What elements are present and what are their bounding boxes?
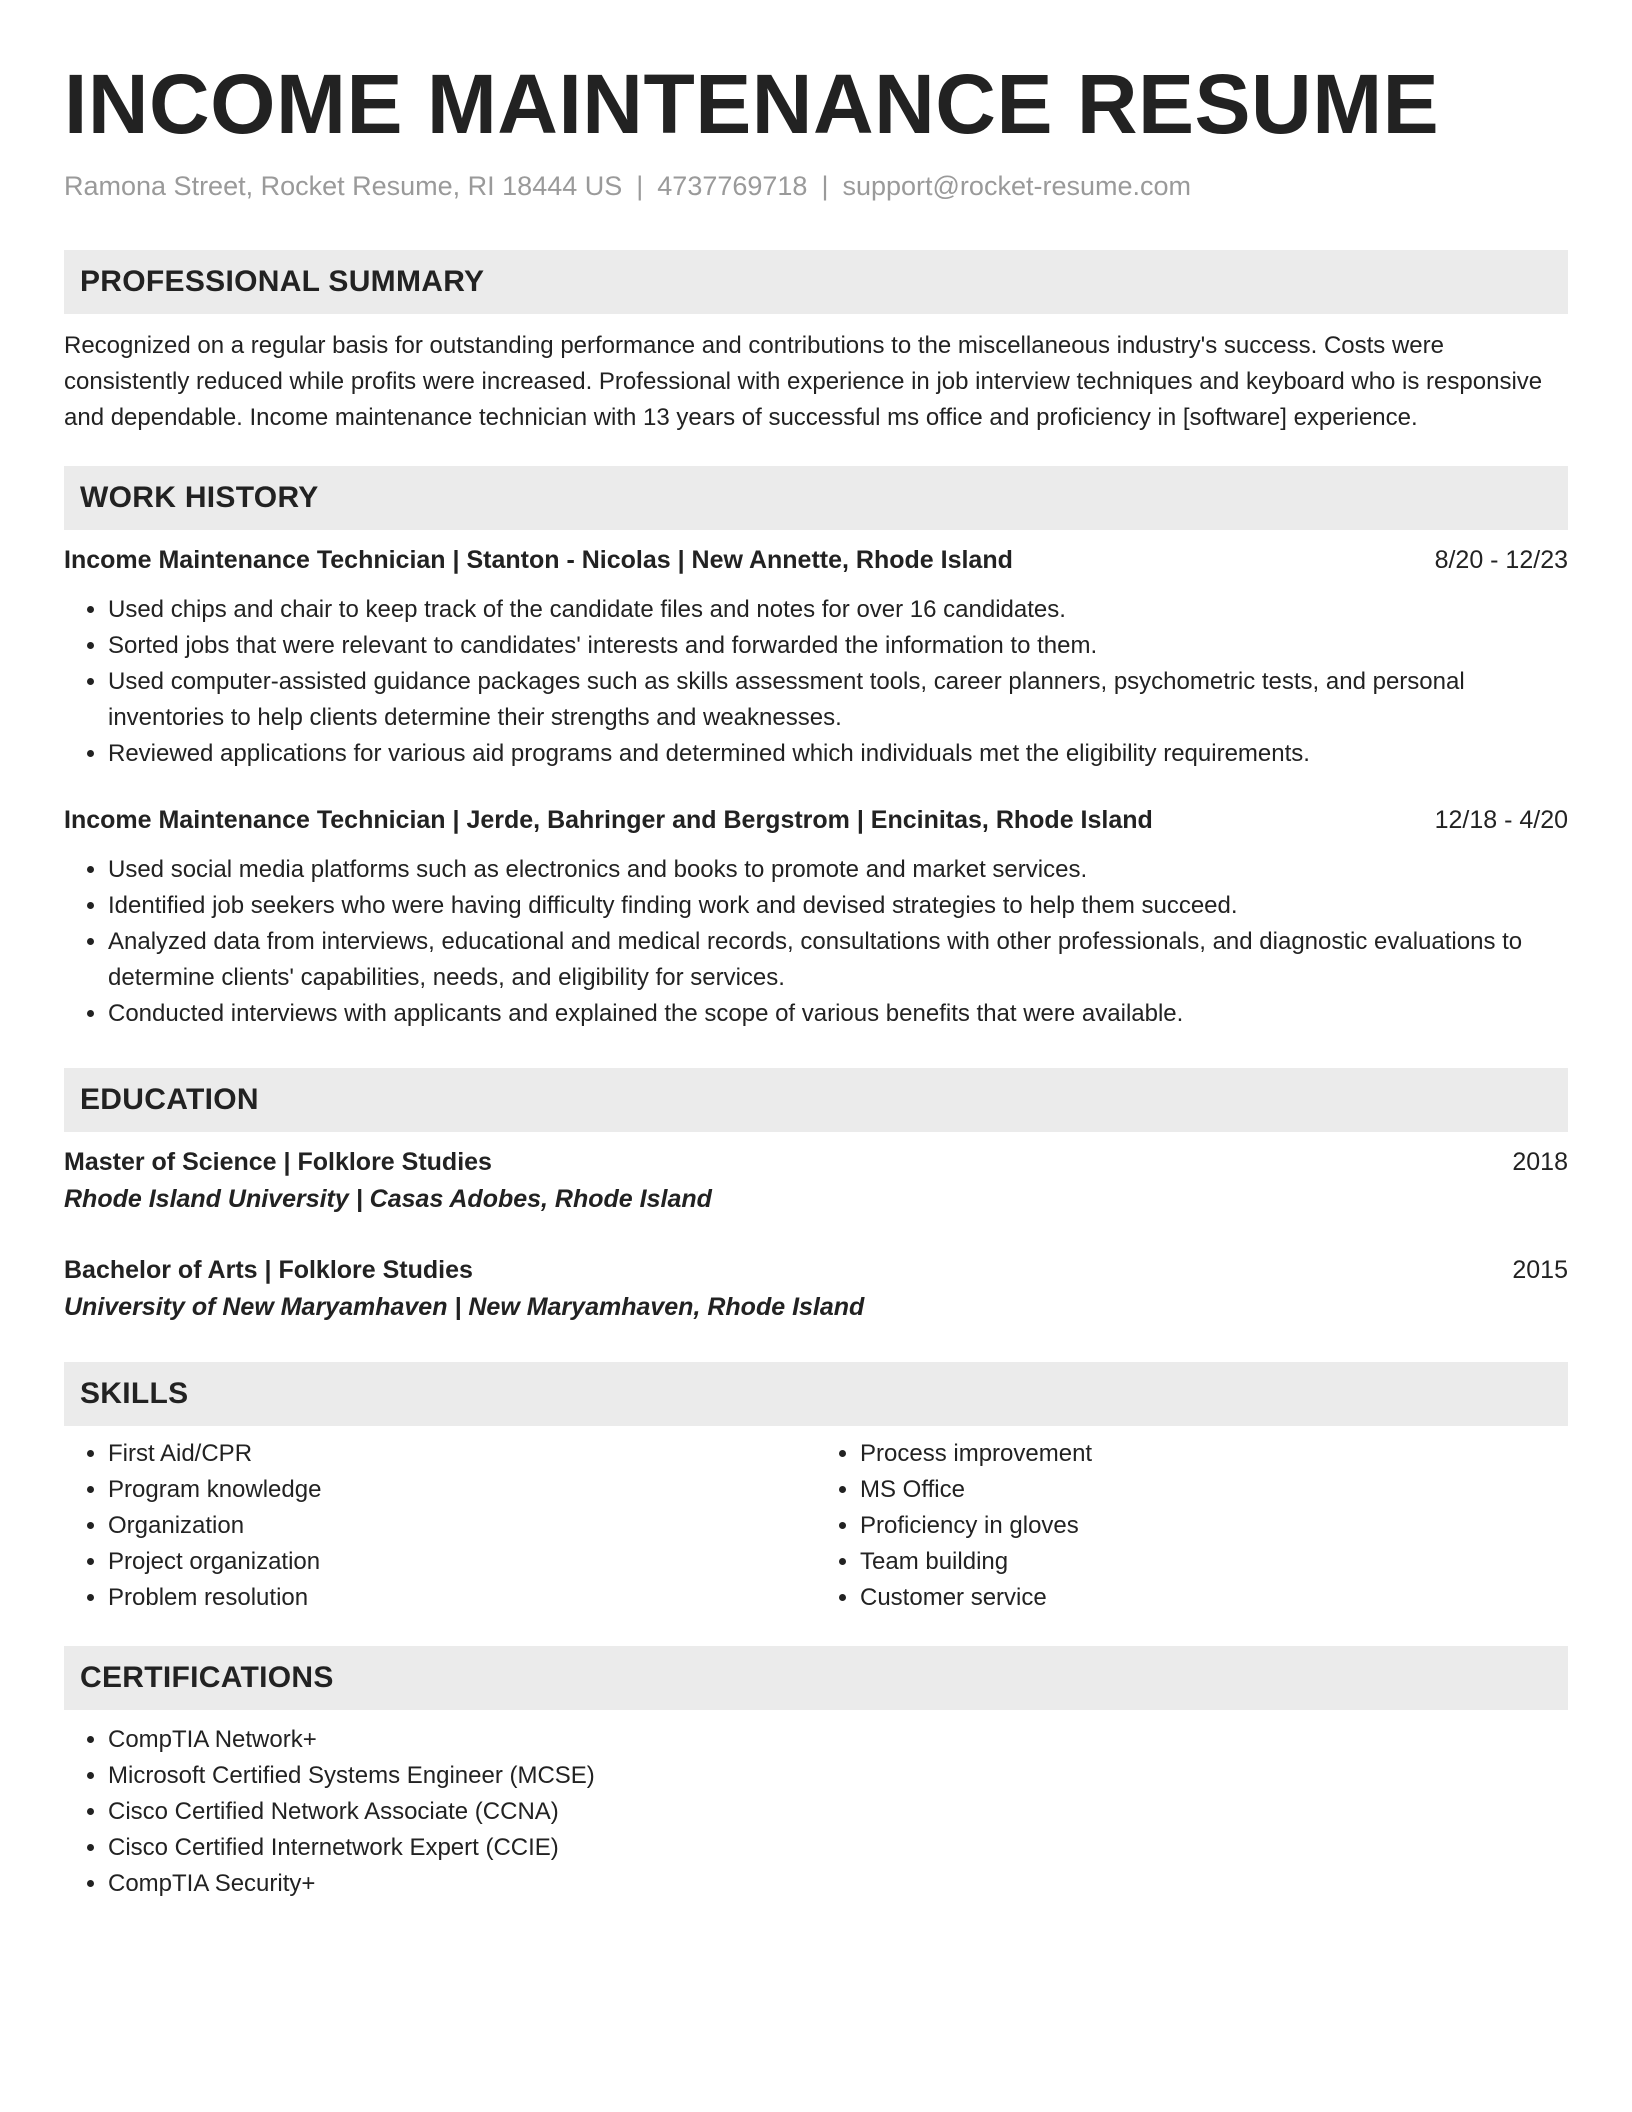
skill-item: • Team building (860, 1544, 1568, 1580)
job-entry (64, 542, 1568, 772)
job-bullet: • Used computer-assisted guidance packages such as skills assessment tools, career planners, psychometric tests, and personal inventories to help clients determine their strengths and weaknesses. (108, 664, 1568, 736)
contact-line (64, 166, 1568, 206)
education-school: Rhode Island University | Casas Adobes, Rhode Island (64, 1185, 712, 1213)
education-heading: EDUCATION (64, 1068, 1568, 1132)
skill-item: • Problem resolution (108, 1580, 816, 1616)
job-title: Income Maintenance Technician | Stanton - Nicolas | New Annette, Rhode Island (64, 546, 1013, 574)
work-history-heading: WORK HISTORY (64, 466, 1568, 530)
summary-heading: PROFESSIONAL SUMMARY (64, 250, 1568, 314)
resume-title: INCOME MAINTENANCE RESUME (64, 57, 1440, 151)
skills-grid (64, 1436, 1568, 1616)
education-entry (64, 1252, 1568, 1326)
certification-item: • CompTIA Security+ (108, 1866, 1568, 1902)
education-year: 2018 (1512, 1148, 1568, 1176)
job-entry (64, 802, 1568, 1032)
skill-item: • First Aid/CPR (108, 1436, 816, 1472)
skills-heading: SKILLS (64, 1362, 1568, 1426)
certifications-list (64, 1722, 1568, 1902)
skill-item: • Process improvement (860, 1436, 1568, 1472)
education-header (64, 1144, 1568, 1180)
education-header (64, 1252, 1568, 1288)
contact-separator: | (821, 171, 829, 201)
education-entry (64, 1144, 1568, 1218)
job-header (64, 542, 1568, 578)
job-header (64, 802, 1568, 838)
contact-separator: | (636, 171, 644, 201)
skill-item: • Customer service (860, 1580, 1568, 1616)
certifications-heading: CERTIFICATIONS (64, 1646, 1568, 1710)
job-bullet: • Used chips and chair to keep track of the candidate files and notes for over 16 candidates. (108, 592, 1568, 628)
contact-email: support@rocket-resume.com (842, 171, 1191, 201)
job-bullet: • Analyzed data from interviews, educational and medical records, consultations with other professionals, and diagnostic evaluations to determine clients' capabilities, needs, and eligibility for services. (108, 924, 1568, 996)
job-bullet: • Sorted jobs that were relevant to candidates' interests and forwarded the information to them. (108, 628, 1568, 664)
job-bullet: • Identified job seekers who were having difficulty finding work and devised strategies to help them succeed. (108, 888, 1568, 924)
job-bullets (64, 852, 1568, 1032)
job-dates: 8/20 - 12/23 (1434, 546, 1568, 574)
job-bullet: • Used social media platforms such as electronics and books to promote and market services. (108, 852, 1568, 888)
education-degree: Bachelor of Arts | Folklore Studies (64, 1256, 473, 1284)
skills-column-right (816, 1436, 1568, 1616)
summary-text: Recognized on a regular basis for outstanding performance and contributions to the miscellaneous industry's success. Costs were consistently reduced while profits were increased. Professional with experience in job interview techniques and keyboard who is responsive and dependable. Income maintenance technician with 13 years of successful ms office and proficiency in [software] experience. (64, 332, 1543, 431)
job-title: Income Maintenance Technician | Jerde, Bahringer and Bergstrom | Encinitas, Rhode Island (64, 806, 1153, 834)
education-year: 2015 (1512, 1256, 1568, 1284)
job-bullet: • Reviewed applications for various aid programs and determined which individuals met the eligibility requirements. (108, 736, 1568, 772)
job-dates: 12/18 - 4/20 (1434, 806, 1568, 834)
job-bullets (64, 592, 1568, 772)
skill-item: • Program knowledge (108, 1472, 816, 1508)
contact-phone: 4737769718 (657, 171, 808, 201)
skills-column-left (64, 1436, 816, 1616)
certification-item: • Cisco Certified Internetwork Expert (CCIE) (108, 1830, 1568, 1866)
certification-item: • Cisco Certified Network Associate (CCNA) (108, 1794, 1568, 1830)
skill-item: • Project organization (108, 1544, 816, 1580)
skill-item: • Organization (108, 1508, 816, 1544)
skill-item: • MS Office (860, 1472, 1568, 1508)
certification-item: • Microsoft Certified Systems Engineer (MCSE) (108, 1758, 1568, 1794)
certification-item: • CompTIA Network+ (108, 1722, 1568, 1758)
contact-address: Ramona Street, Rocket Resume, RI 18444 US (64, 171, 623, 201)
job-bullet: • Conducted interviews with applicants and explained the scope of various benefits that were available. (108, 996, 1568, 1032)
education-school: University of New Maryamhaven | New Maryamhaven, Rhode Island (64, 1293, 865, 1321)
skill-item: • Proficiency in gloves (860, 1508, 1568, 1544)
education-degree: Master of Science | Folklore Studies (64, 1148, 492, 1176)
